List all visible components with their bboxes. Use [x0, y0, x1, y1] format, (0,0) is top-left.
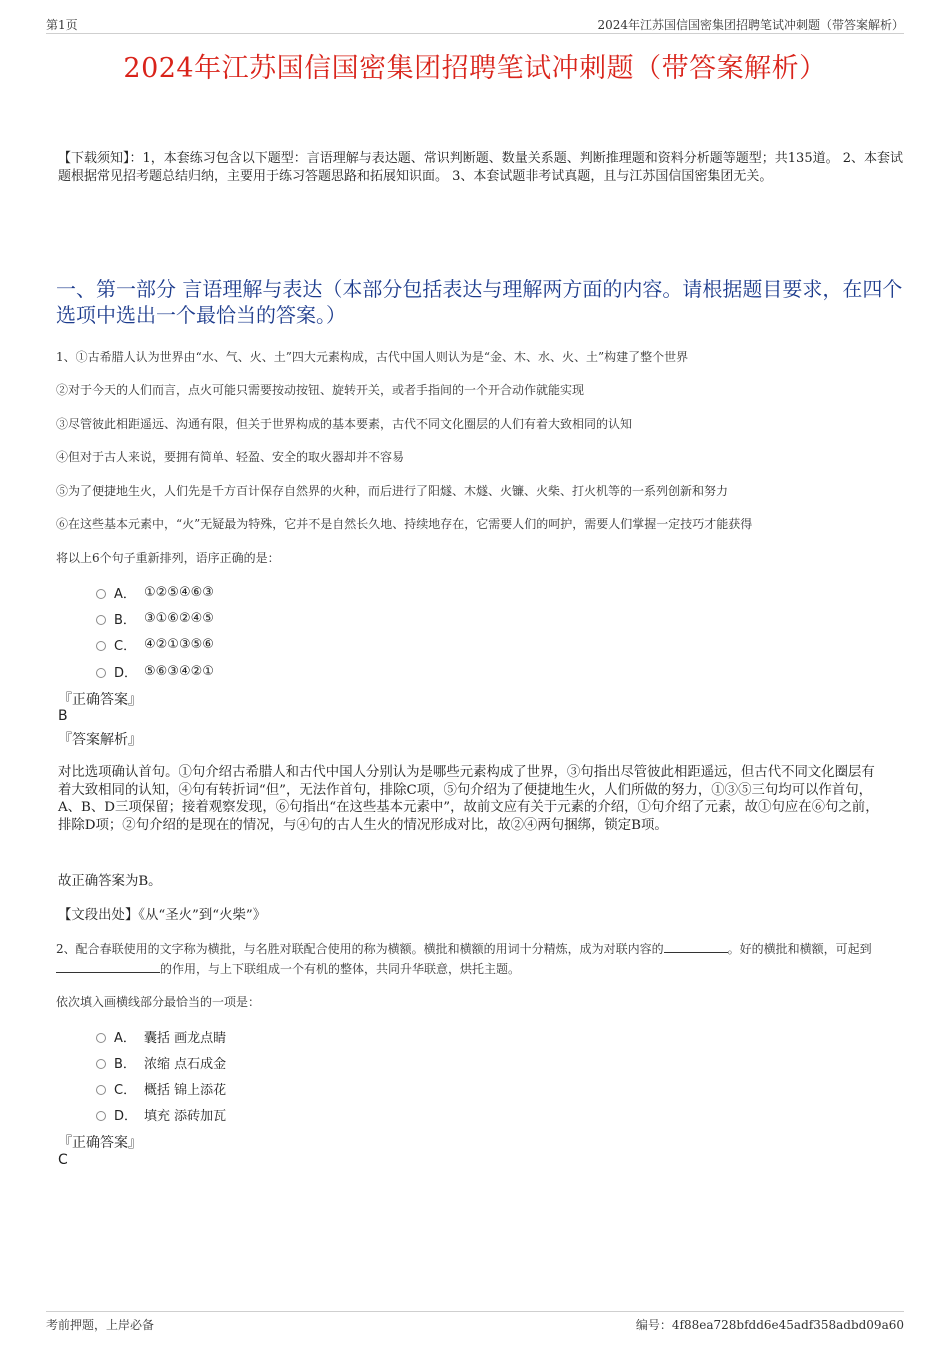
q1-sentence-6: ⑥在这些基本元素中，“火”无疑最为特殊，它并不是自然长久地、持续地存在，它需要人们的呵护，需要人们掌握一定技巧才能获得	[56, 517, 753, 531]
blank-2	[56, 960, 160, 973]
q2-prompt: 依次填入画横线部分最恰当的一项是：	[56, 995, 261, 1009]
q2-correct-answer: C	[58, 1152, 68, 1168]
q1-analysis-label: 『答案解析』	[58, 732, 142, 748]
option-letter: A．	[114, 1030, 136, 1046]
radio-icon[interactable]	[96, 589, 106, 599]
q1-option-b[interactable]	[96, 608, 214, 628]
radio-icon[interactable]	[96, 641, 106, 651]
header-title: 2024年江苏国信国密集团招聘笔试冲刺题（带答案解析）	[597, 18, 904, 32]
q1-sentence-1: 1、①古希腊人认为世界由“水、气、火、土”四大元素构成，古代中国人则认为是“金、木、水、火、土”构建了整个世界	[56, 350, 689, 364]
q1-sentence-3: ③尽管彼此相距遥远、沟通有限，但关于世界构成的基本要素，古代不同文化圈层的人们有着大致相同的认知	[56, 417, 633, 431]
q2-correct-label: 『正确答案』	[58, 1135, 142, 1151]
page-footer	[46, 1311, 904, 1335]
option-text: 概括 锦上添花	[144, 1082, 227, 1098]
document-title: 2024年江苏国信国密集团招聘笔试冲刺题（带答案解析）	[123, 53, 827, 84]
option-text: ③①⑥②④⑤	[144, 610, 214, 626]
option-text: ①②⑤④⑥③	[144, 584, 214, 600]
radio-icon[interactable]	[96, 1059, 106, 1069]
page-number: 第1页	[46, 18, 78, 32]
radio-icon[interactable]	[96, 1033, 106, 1043]
option-letter: A．	[114, 586, 136, 602]
q1-option-a[interactable]	[96, 582, 214, 602]
option-letter: D．	[114, 1108, 138, 1124]
q1-option-c[interactable]	[96, 634, 214, 654]
page-header	[46, 14, 904, 34]
q2-option-a[interactable]	[96, 1026, 226, 1046]
q1-option-d[interactable]	[96, 661, 214, 681]
option-text: 浓缩 点石成金	[144, 1056, 227, 1072]
radio-icon[interactable]	[96, 1111, 106, 1121]
q1-prompt: 将以上6个句子重新排列，语序正确的是：	[56, 551, 280, 565]
radio-icon[interactable]	[96, 1085, 106, 1095]
q1-sentence-4: ④但对于古人来说，要拥有简单、轻盈、安全的取火器却并不容易	[56, 450, 405, 464]
q1-analysis: 对比选项确认首句。①句介绍古希腊人和古代中国人分别认为是哪些元素构成了世界，③句指出尽管彼此相距遥远，但古代不同文化圈层有着大致相同的认知，④句有转折词“但”，无法作首句，排除C项，⑤句介绍为了便捷地生火，人们所做的努力，①③⑤三句均可以作首句，A、B、D三项保留；接着观察发现，⑥句指出“在这些基本元素中”，故前文应有关于元素的介绍，①句介绍了元素，故①句应在⑥句之前，排除D项；②句介绍的是现在的情况，与④句的古人生火的情况形成对比，故②④两句捆绑，锁定B项。	[58, 765, 879, 833]
q2-text-before: 2、配合春联使用的文字称为横批，与名胜对联配合使用的称为横额。横批和横额的用词十分精炼，成为对联内容的	[56, 942, 664, 956]
option-letter: C．	[114, 1082, 137, 1098]
option-letter: D．	[114, 665, 138, 681]
section-heading: 一、第一部分 言语理解与表达（本部分包括表达与理解两方面的内容。请根据题目要求，在四个选项中选出一个最恰当的答案。）	[56, 277, 903, 327]
blank-1	[664, 940, 728, 953]
q1-sentence-5: ⑤为了便捷地生火，人们先是千方百计保存自然界的火种，而后进行了阳燧、木燧、火镰、火柴、打火机等的一系列创新和努力	[56, 484, 729, 498]
option-letter: C．	[114, 638, 137, 654]
q1-correct-label: 『正确答案』	[58, 692, 142, 708]
q1-source: 【文段出处】《从“圣火”到“火柴”》	[58, 908, 267, 923]
q1-correct-answer: B	[58, 708, 68, 724]
q2-option-d[interactable]	[96, 1104, 226, 1124]
q2-text-after: 的作用，与上下联组成一个有机的整体，共同升华联意，烘托主题。	[160, 962, 521, 976]
footer-serial: 编号：4f88ea728bfdd6e45adf358adbd09a60	[635, 1318, 904, 1332]
q2-option-b[interactable]	[96, 1052, 226, 1072]
footer-slogan: 考前押题，上岸必备	[46, 1318, 155, 1332]
q2-text	[56, 939, 904, 979]
option-text: ⑤⑥③④②①	[144, 663, 214, 679]
q2-option-c[interactable]	[96, 1078, 226, 1098]
option-text: ④②①③⑤⑥	[144, 636, 214, 652]
radio-icon[interactable]	[96, 615, 106, 625]
download-notice: 【下载须知】：1，本套练习包含以下题型：言语理解与表达题、常识判断题、数量关系题、判断推理题和资料分析题等题型；共135道。 2、本套试题根据常见招考题总结归纳，主要用于练习答题思路和拓展知识面。 3、本套试题非考试真题，且与江苏国信国密集团无关。	[58, 151, 903, 184]
option-text: 填充 添砖加瓦	[144, 1108, 227, 1124]
option-letter: B．	[114, 1056, 136, 1072]
radio-icon[interactable]	[96, 668, 106, 678]
option-text: 囊括 画龙点睛	[144, 1030, 227, 1046]
q2-text-middle: 。好的横批和横额，可起到	[727, 942, 872, 956]
q1-conclusion: 故正确答案为B。	[58, 874, 162, 889]
q1-sentence-2: ②对于今天的人们而言，点火可能只需要按动按钮、旋转开关，或者手指间的一个开合动作就能实现	[56, 383, 585, 397]
option-letter: B．	[114, 612, 136, 628]
